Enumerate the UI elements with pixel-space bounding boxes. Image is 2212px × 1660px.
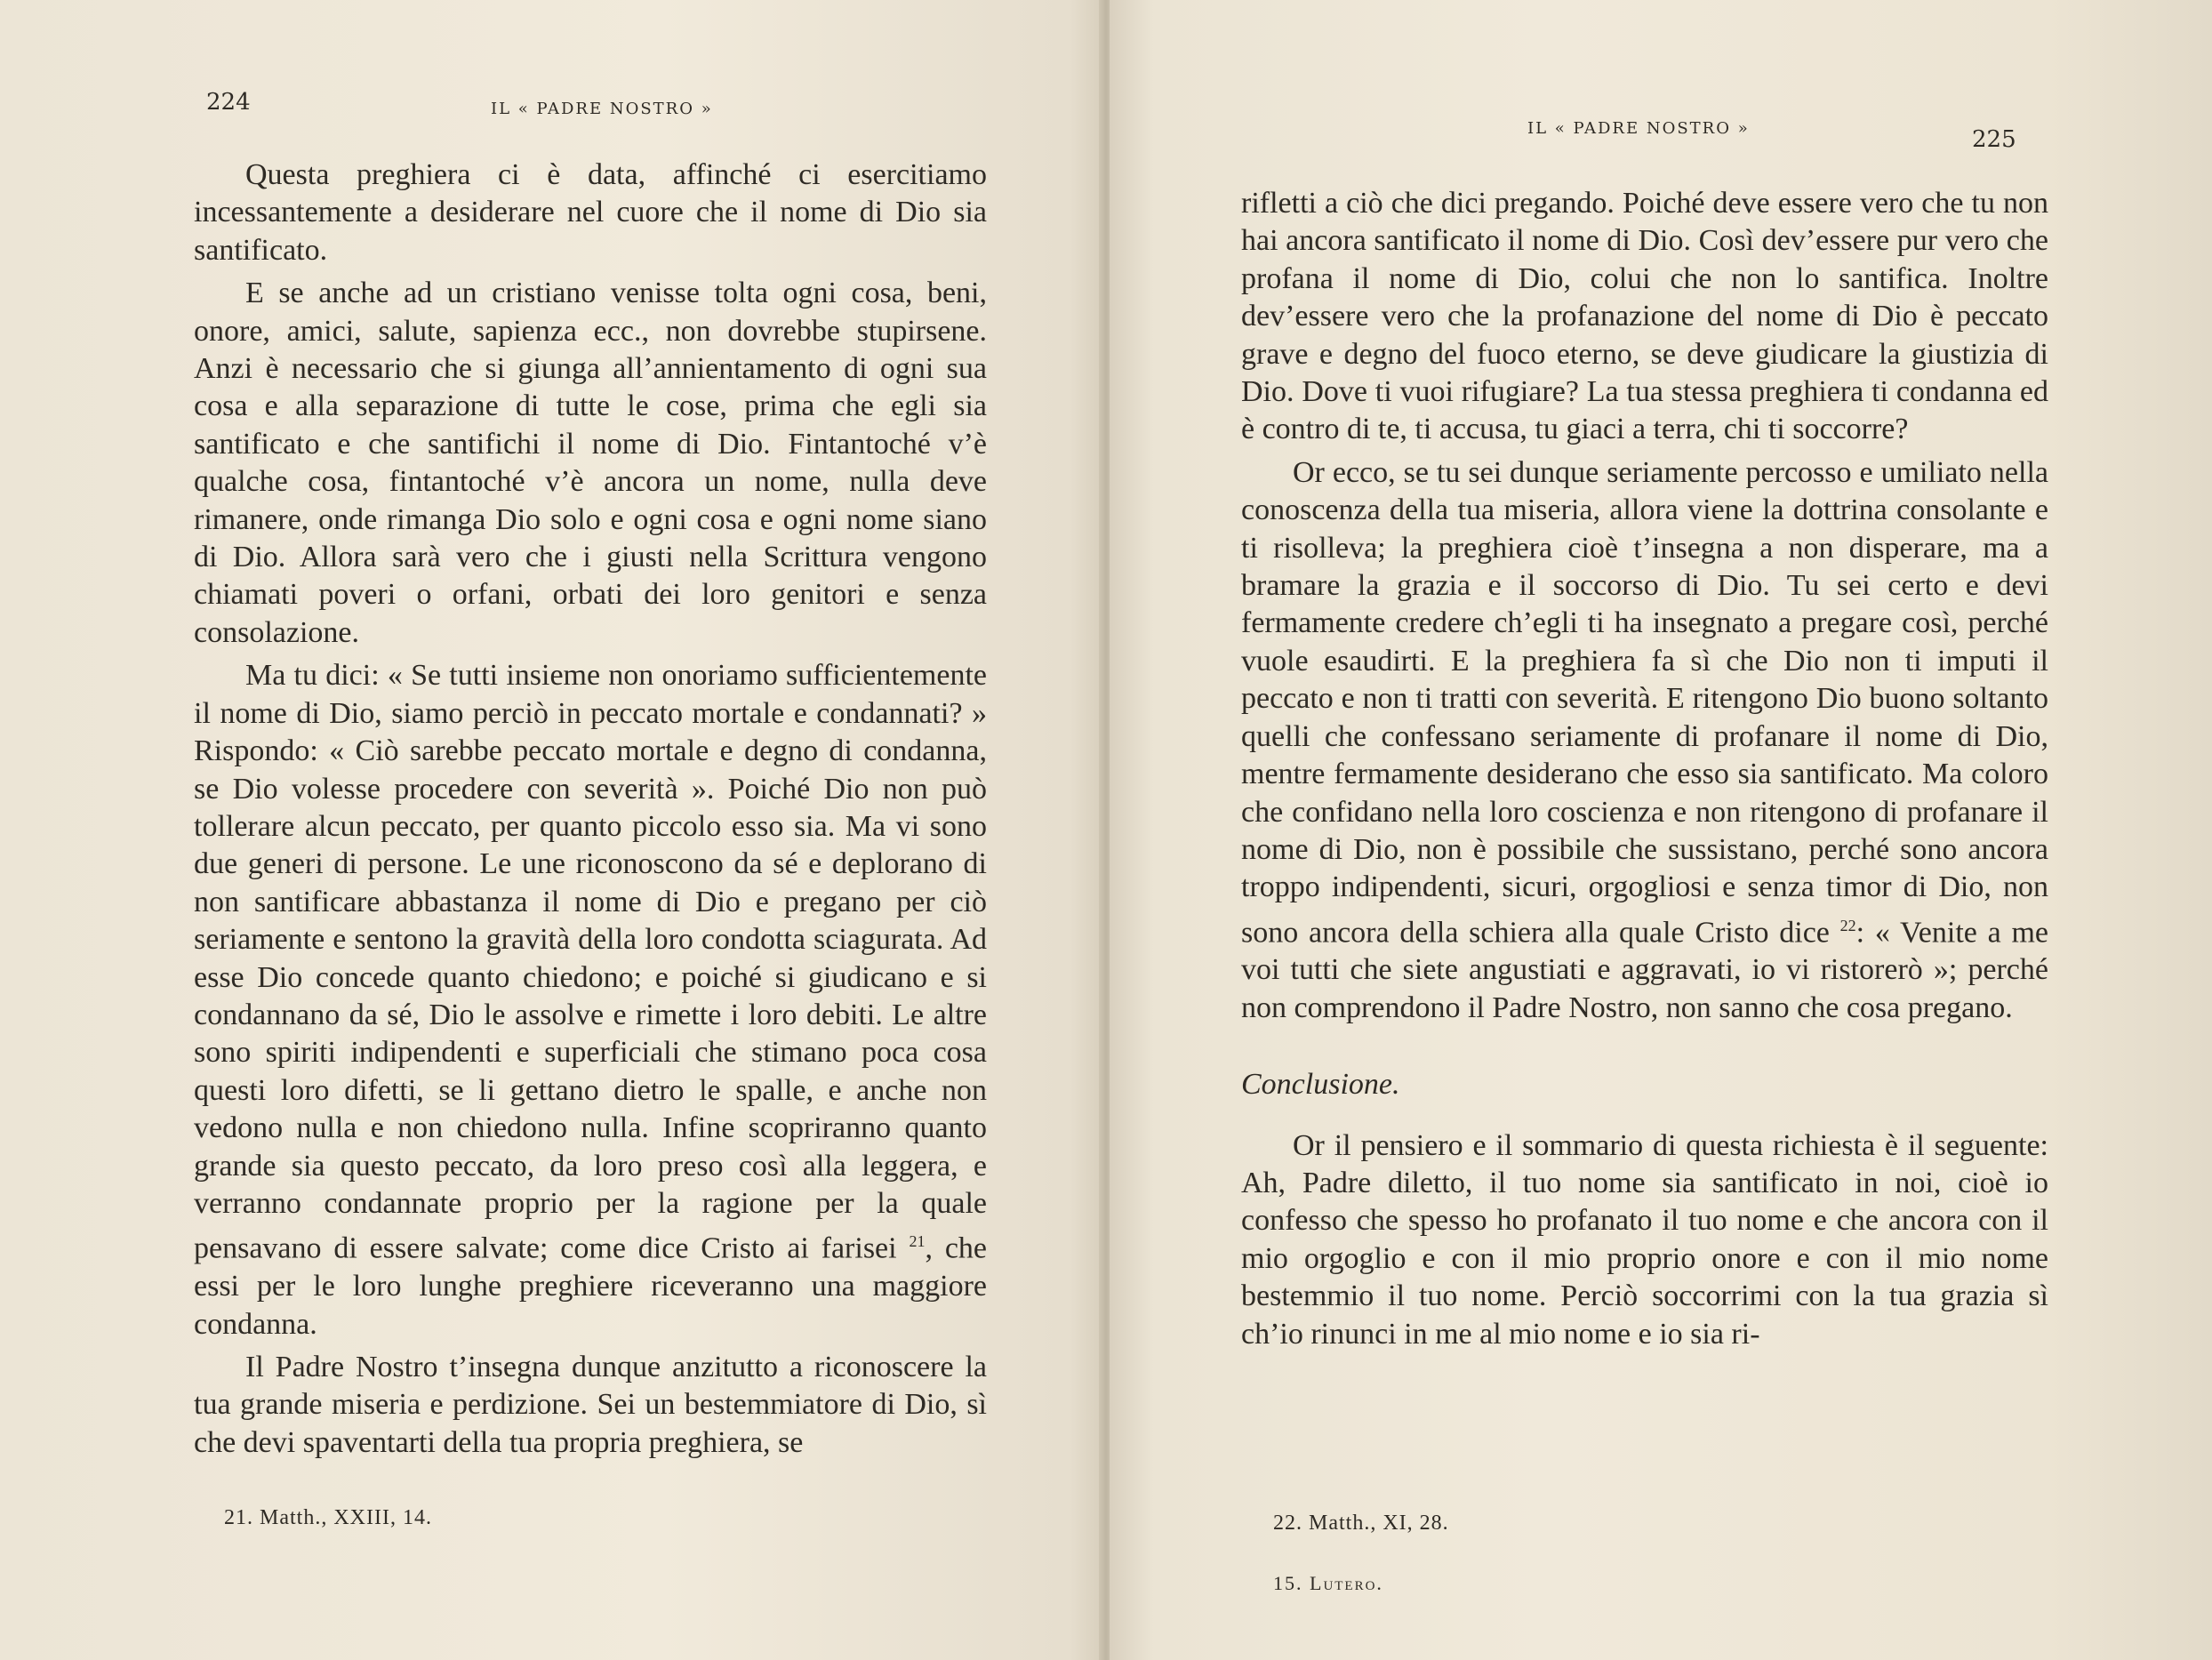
right-page <box>1110 0 2212 1660</box>
paragraph <box>1241 454 2048 1027</box>
footnote-reference: 21 <box>909 1232 926 1251</box>
signature-mark: 15. Lutero. <box>1273 1572 1383 1594</box>
running-head: IL « PADRE NOSTRO » <box>491 100 713 118</box>
paragraph: rifletti a ciò che dici pregando. Poiché deve essere vero che tu non hai ancora santificato il nome di Dio. Così dev’essere pur vero che profana il nome di Dio, colui che non lo santifica. Inoltre dev’essere vero che la profanazione del nome di Dio è peccato grave e degno del fuoco eterno, se deve giudicare la giustizia di Dio. Dove ti vuoi rifugiare? La tua stessa preghiera ti condanna ed è contro di te, ti accusa, tu giaci a terra, chi ti soccorre? <box>1241 187 2048 446</box>
footnote: 22. Matth., XI, 28. <box>1273 1512 1449 1535</box>
paragraph: Questa preghiera ci è data, affinché ci esercitiamo incessantemente a desiderare nel cuore che il nome di Dio sia santificato. <box>194 158 987 267</box>
footnote-reference: 22 <box>1839 916 1856 934</box>
paragraph-text: : « Venite a me voi tutti che siete angustiati e aggravati, io vi ristorerò »; perché non comprendono il Padre Nostro, non sanno che cosa pregano. <box>1241 916 2049 1024</box>
footnote: 21. Matth., XXIII, 14. <box>224 1506 432 1529</box>
page-number: 225 <box>1972 126 2016 153</box>
section-title: Conclusione. <box>1241 1068 1400 1102</box>
left-page <box>0 0 1102 1660</box>
paragraph <box>194 657 987 1343</box>
paragraph-text: Or ecco, se tu sei dunque seriamente percosso e umiliato nella conoscenza della tua miseria, allora viene la dottrina consolante e ti risolleva; la preghiera cioè t’insegna a non disperare, ma a bramare la grazia e il soccorso di Dio. Tu sei certo e devi fermamente credere ch’egli ti ha insegnato a pregare così, perché vuole esaudirti. E la preghiera fa sì che Dio non ti imputi il peccato e non ti tratti con severità. E ritengono Dio buono soltanto quelli che confessano seriamente di profanare il nome di Dio, mentre fermamente desiderano che esso sia santificato. Ma coloro che confidano nella loro coscienza e non ritengono di profanare il nome di Dio, non è possibile che sussistano, perché sono ancora troppo indipendenti, sicuri, orgogliosi e senza timor di Dio, non sono ancora della schiera alla quale Cristo dice <box>1241 455 2048 950</box>
paragraph: Or il pensiero e il sommario di questa richiesta è il seguente: Ah, Padre diletto, il tuo nome sia santificato in noi, cioè io confesso che spesso ho profanato il tuo nome e che ancora con il mio orgoglio e con il mio proprio onore e con il mio nome bestemmio il tuo nome. Perciò soccorrimi con la tua grazia sì ch’io rinunci in me al mio nome e io sia ri- <box>1241 1128 2048 1351</box>
paragraph-text: Ma tu dici: « Se tutti insieme non onoriamo sufficientemente il nome di Dio, siamo perciò in peccato mortale e condannati? » Rispondo: « Ciò sarebbe peccato mortale e degno di condanna, se Dio volesse procedere con severità ». Poiché Dio non può tollerare alcun peccato, per quanto piccolo esso sia. Ma vi sono due generi di persone. Le une riconoscono da sé e deplorano di non santificare abbastanza il nome di Dio e pregano per ciò seriamente e sentono la gravità della loro condotta sciagurata. Ad esse Dio concede quanto chiedono; e poiché si giudicano e si condannano da sé, Dio le assolve e rimette i loro debiti. Le altre sono spiriti indipendenti e superficiali che stimano poca cosa questi loro difetti, se li gettano dietro le spalle, e anche non vedono nulla e non chiedono nulla. Infine scopriranno quanto grande sia questo peccato, da loro preso così alla leggera, e verranno condannate proprio per la ragione per la quale pensavano di essere salvate; come dice Cristo ai farisei <box>194 659 987 1265</box>
running-head: IL « PADRE NOSTRO » <box>1527 119 1750 138</box>
page-number: 224 <box>206 89 251 116</box>
paragraph: E se anche ad un cristiano venisse tolta ogni cosa, beni, onore, amici, salute, sapienza ecc., non dovrebbe stupirsene. Anzi è necessario che si giunga all’annientamento di ogni sua cosa e alla separazione di tutte le cose, prima che egli sia santificato e che santifichi il nome di Dio. Fintantoché v’è qualche cosa, fintantoché v’è ancora un nome, nulla deve rimanere, onde rimanga Dio solo e ogni cosa e ogni nome siano di Dio. Allora sarà vero che i giusti nella Scrittura vengono chiamati poveri o orfani, orbati dei loro genitori e senza consolazione. <box>194 277 987 649</box>
right-body-text <box>1241 185 2048 1359</box>
paragraph: Il Padre Nostro t’insegna dunque anzitutto a riconoscere la tua grande miseria e perdizione. Sei un bestemmiatore di Dio, sì che devi spaventarti della tua propria preghiera, se <box>194 1350 987 1459</box>
paragraph-text: , che essi per le loro lunghe preghiere riceveranno una maggiore condanna. <box>194 1231 987 1341</box>
left-body-text <box>194 156 987 1467</box>
